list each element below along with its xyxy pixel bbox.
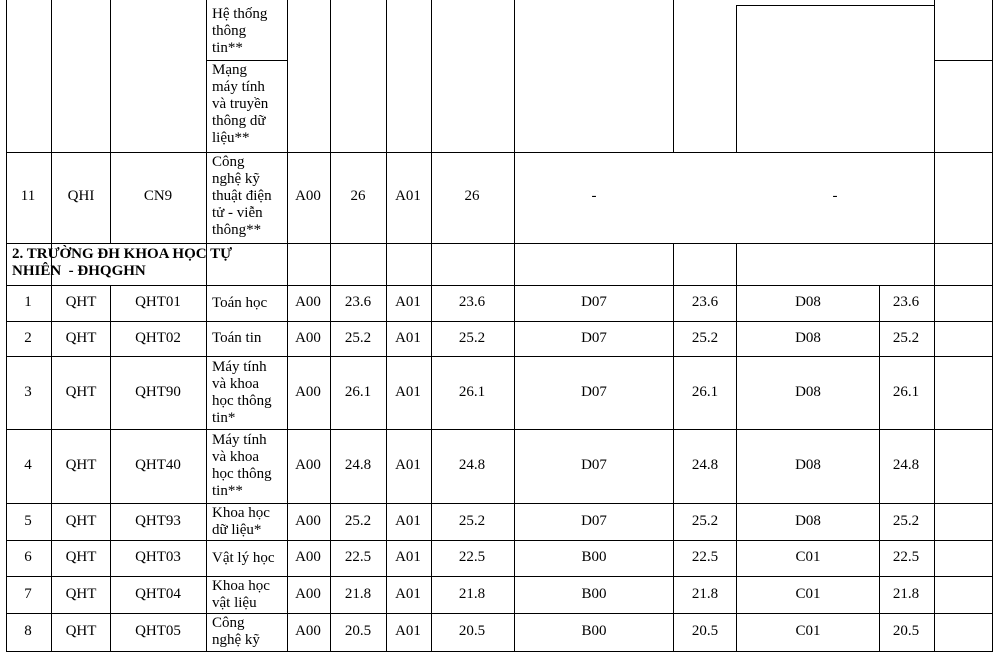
- cutoff-score: 23.6: [892, 294, 920, 310]
- subject-block: A00: [295, 294, 321, 310]
- row-rule: [6, 540, 992, 541]
- cutoff-score: 20.5: [691, 623, 719, 639]
- cutoff-score: 20.5: [458, 623, 486, 639]
- row-rule: [6, 429, 992, 430]
- cutoff-score: 21.8: [691, 586, 719, 602]
- subject-block: A01: [395, 549, 421, 565]
- school-code: QHI: [67, 188, 95, 204]
- cutoff-score: 25.2: [458, 513, 486, 529]
- subject-block: A01: [395, 586, 421, 602]
- col-rule: [673, 0, 674, 152]
- subject-block: A01: [395, 384, 421, 400]
- major-name: Máy tính và khoa học thông tin**: [212, 432, 272, 499]
- subject-block: D07: [581, 457, 607, 473]
- subject-block: A00: [295, 330, 321, 346]
- row-rule: [934, 60, 992, 61]
- subject-block: -: [591, 188, 597, 204]
- major-name: Hệ thống thông tin**: [212, 6, 268, 56]
- major-code: QHT04: [135, 586, 181, 602]
- row-number: 7: [24, 586, 32, 602]
- subject-block: D07: [581, 294, 607, 310]
- subject-block: C01: [795, 586, 821, 602]
- cutoff-score: 22.5: [691, 549, 719, 565]
- cutoff-score: 21.8: [892, 586, 920, 602]
- cutoff-score: 25.2: [892, 330, 920, 346]
- subject-block: B00: [581, 623, 607, 639]
- major-name: Máy tính và khoa học thông tin*: [212, 359, 272, 426]
- major-name: Công nghệ kỹ: [212, 615, 260, 648]
- major-name: Toán tin: [212, 330, 262, 346]
- major-code: QHT93: [135, 513, 181, 529]
- major-name: Vật lý học: [212, 550, 275, 566]
- row-rule: [6, 285, 992, 286]
- subject-block: A00: [295, 549, 321, 565]
- school-code: QHT: [65, 294, 97, 310]
- row-number: 5: [24, 513, 32, 529]
- row-rule: [6, 503, 992, 504]
- major-name: Khoa học vật liệu: [212, 578, 270, 611]
- col-rule: [386, 0, 387, 652]
- row-number: 6: [24, 549, 32, 565]
- row-number: 8: [24, 623, 32, 639]
- subject-block: A00: [295, 623, 321, 639]
- col-rule: [992, 0, 993, 652]
- cutoff-score: 26.1: [892, 384, 920, 400]
- col-rule: [431, 0, 432, 652]
- cutoff-score: 25.2: [691, 513, 719, 529]
- col-rule: [110, 0, 111, 243]
- row-rule: [736, 5, 934, 6]
- school-code: QHT: [65, 586, 97, 602]
- cutoff-score: 23.6: [344, 294, 372, 310]
- subject-block: C01: [795, 623, 821, 639]
- major-code: QHT02: [135, 330, 181, 346]
- col-rule: [514, 0, 515, 652]
- major-name: Mạng máy tính và truyền thông dữ liệu**: [212, 62, 269, 146]
- cutoff-score: 26: [350, 188, 366, 204]
- subject-block: D08: [795, 513, 821, 529]
- cutoff-score: 25.2: [458, 330, 486, 346]
- subject-block: D07: [581, 513, 607, 529]
- subject-block: D08: [795, 384, 821, 400]
- row-rule: [6, 152, 992, 153]
- cutoff-score: 23.6: [691, 294, 719, 310]
- row-number: 2: [24, 330, 32, 346]
- row-rule: [6, 576, 992, 577]
- cutoff-score: 23.6: [458, 294, 486, 310]
- row-rule: [6, 321, 992, 322]
- cutoff-score: 26.1: [691, 384, 719, 400]
- row-rule: [206, 60, 287, 61]
- major-name: Toán học: [212, 295, 268, 311]
- col-rule: [673, 243, 674, 652]
- cutoff-score: 24.8: [892, 457, 920, 473]
- subject-block: A00: [295, 586, 321, 602]
- subject-block: A00: [295, 513, 321, 529]
- cutoff-score: 20.5: [892, 623, 920, 639]
- row-rule: [6, 651, 992, 652]
- subject-block: C01: [795, 549, 821, 565]
- col-rule: [330, 0, 331, 652]
- cutoff-score: 21.8: [344, 586, 372, 602]
- cutoff-score: 24.8: [344, 457, 372, 473]
- subject-block: D07: [581, 384, 607, 400]
- row-number: 1: [24, 294, 32, 310]
- subject-block: B00: [581, 586, 607, 602]
- subject-block: A01: [395, 330, 421, 346]
- row-number: 11: [20, 188, 36, 204]
- school-code: QHT: [65, 330, 97, 346]
- school-code: QHT: [65, 623, 97, 639]
- cutoff-score: 26: [464, 188, 480, 204]
- cutoff-score: 22.5: [344, 549, 372, 565]
- subject-block: A01: [395, 188, 421, 204]
- row-rule: [6, 613, 992, 614]
- col-rule: [879, 285, 880, 652]
- major-name: Công nghệ kỹ thuật điện tử - viễn thông**: [212, 154, 272, 238]
- cutoff-score: 26.1: [458, 384, 486, 400]
- subject-block: A00: [295, 457, 321, 473]
- subject-block: A00: [295, 384, 321, 400]
- col-rule: [736, 243, 737, 652]
- cutoff-score: 24.8: [458, 457, 486, 473]
- row-number: 4: [24, 457, 32, 473]
- row-rule: [6, 356, 992, 357]
- major-code: CN9: [143, 188, 173, 204]
- major-code: QHT05: [135, 623, 181, 639]
- subject-block: D08: [795, 294, 821, 310]
- subject-block: A01: [395, 623, 421, 639]
- col-rule: [6, 0, 7, 652]
- subject-block: A01: [395, 294, 421, 310]
- cutoff-score: 25.2: [344, 330, 372, 346]
- cutoff-score: 25.2: [691, 330, 719, 346]
- school-code: QHT: [65, 457, 97, 473]
- col-rule: [287, 0, 288, 652]
- school-code: QHT: [65, 513, 97, 529]
- col-rule: [736, 5, 737, 152]
- subject-block: A01: [395, 457, 421, 473]
- section-heading: 2. TRƯỜNG ĐH KHOA HỌC TỰ NHIÊN - ĐHQGHN: [12, 246, 233, 279]
- subject-block: D08: [795, 330, 821, 346]
- cutoff-score: 22.5: [892, 549, 920, 565]
- cutoff-score: 21.8: [458, 586, 486, 602]
- row-rule: [6, 243, 992, 244]
- subject-block: D08: [795, 457, 821, 473]
- cutoff-score: 22.5: [458, 549, 486, 565]
- cutoff-score: 25.2: [892, 513, 920, 529]
- col-rule: [934, 0, 935, 652]
- major-code: QHT90: [135, 384, 181, 400]
- col-rule: [206, 0, 207, 652]
- subject-block: A00: [295, 188, 321, 204]
- row-number: 3: [24, 384, 32, 400]
- school-code: QHT: [65, 549, 97, 565]
- cutoff-score: 24.8: [691, 457, 719, 473]
- subject-block: D07: [581, 330, 607, 346]
- subject-block: -: [832, 188, 838, 204]
- col-rule: [110, 285, 111, 652]
- subject-block: B00: [581, 549, 607, 565]
- school-code: QHT: [65, 384, 97, 400]
- cutoff-score: 25.2: [344, 513, 372, 529]
- cutoff-score: 26.1: [344, 384, 372, 400]
- major-code: QHT40: [135, 457, 181, 473]
- cutoff-score: 20.5: [344, 623, 372, 639]
- subject-block: A01: [395, 513, 421, 529]
- major-code: QHT03: [135, 549, 181, 565]
- major-code: QHT01: [135, 294, 181, 310]
- major-name: Khoa học dữ liệu*: [212, 505, 270, 538]
- col-rule: [51, 0, 52, 652]
